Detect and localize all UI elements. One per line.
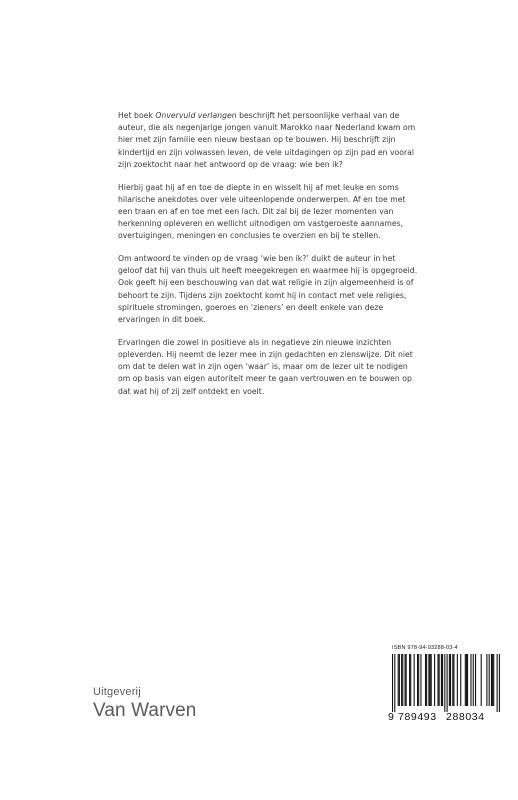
barcode-bar (481, 654, 482, 706)
blurb-paragraph-2: Hierbij gaat hij af en toe de diepte in en wisselt hij af met leuke en soms hilarische anekdotes over vele uiteenlopende onderwerpen. Af en toe met een traan en af en toe met een lach. Dit zal bij de lezer momenten van herkenning opleveren en wellicht uitnodigen om vastgeroeste aannames, overtuigingen, meningen en conclusies te overzien en bij te stellen. (118, 182, 406, 241)
barcode-bar (460, 654, 461, 706)
barcode-digits-left: 789493 (398, 711, 437, 723)
barcode-digit-first: 9 (388, 711, 395, 723)
blurb-p1-text: beschrijft het persoonlijke verhaal van de auteur, die als negenjarige jongen vanuit Marokko naar Nederland kwam om hier met zijn familie een nieuw bestaan op te bouwen. Hij beschrijft zijn kindertijd en zijn volwassen leven, de vele uitdagingen op zijn pad en vooral zijn zoektocht naar het antwoord op de vraag: wie ben ik? (118, 111, 416, 169)
barcode-digits-right: 288034 (446, 711, 485, 723)
barcode-bar (431, 654, 432, 706)
barcode-bar (470, 654, 471, 706)
publisher-name: Van Warven (93, 700, 197, 721)
barcode-bar (499, 654, 500, 712)
barcode-bar (442, 654, 443, 706)
barcode-bar (430, 654, 431, 706)
publisher-label: Uitgeverij (93, 686, 141, 698)
barcode-bar (409, 654, 410, 706)
barcode-bar (444, 654, 445, 712)
barcode-bars (390, 654, 502, 712)
barcode-bar (449, 654, 450, 706)
barcode-bar (475, 654, 476, 706)
barcode-bar (414, 654, 415, 706)
barcode-bar (410, 654, 411, 706)
barcode-bar (473, 654, 474, 706)
barcode-bar (434, 654, 435, 706)
barcode-bar (465, 654, 466, 706)
barcode-bar (402, 654, 403, 706)
barcode-bar (450, 654, 451, 706)
barcode-bar (394, 654, 395, 712)
isbn-label: ISBN 978-94-93288-03-4 (392, 645, 458, 651)
barcode-bar (486, 654, 487, 706)
barcode-bar (466, 654, 467, 706)
barcode-digits (390, 711, 502, 723)
back-cover-blurb (118, 110, 418, 408)
barcode-bar (497, 654, 498, 712)
barcode-bar (405, 654, 406, 706)
barcode-bar (441, 654, 442, 706)
barcode-bar (437, 654, 438, 706)
barcode-bar (467, 654, 468, 706)
barcode-bar (492, 654, 493, 706)
barcode-bar (453, 654, 454, 706)
barcode-bar (420, 654, 421, 706)
barcode-bar (428, 654, 429, 706)
barcode-bar (401, 654, 402, 706)
blurb-paragraph-1 (118, 110, 418, 171)
barcode-bar (489, 654, 490, 706)
barcode-bar (398, 654, 399, 706)
barcode-bar (425, 654, 426, 706)
barcode-bar (493, 654, 494, 706)
blurb-paragraph-4: Ervaringen die zowel in positieve als in negatieve zin nieuwe inzichten opleverden. Hij neemt de lezer mee in zijn gedachten en zienswijze. Dit niet om dat te delen wat in zijn ogen ‘waar’ is, maar om de lezer uit te nodigen om op basis van eigen autoriteit meer te gaan vertrouwen en te bouwen op dat wat hij of zij zelf ontdekt en voelt. (118, 337, 413, 396)
barcode-bar (457, 654, 458, 706)
barcode-bar (406, 654, 407, 706)
barcode-bar (452, 654, 453, 706)
blurb-paragraph-3: Om antwoord te vinden op de vraag ‘wie ben ik?’ duikt de auteur in het geloof dat hij van thuis uit heeft meegekregen en waarmee hij is opgegroeid. Ook geeft hij een beschouwing van dat wat religie in zijn algemeenheid is of behoort te zijn. Tijdens zijn zoektocht komt hij in contact met vele religies, spirituele stromingen, goeroes en ‘zieners’ en deelt enkele van deze ervaringen in dit boek. (118, 254, 418, 325)
barcode-bar (392, 654, 393, 712)
barcode-bar (491, 654, 492, 706)
barcode-bar (417, 654, 418, 706)
barcode-bar (439, 654, 440, 706)
barcode-bar (426, 654, 427, 706)
publisher-logo (93, 686, 196, 722)
isbn-barcode (390, 645, 502, 725)
blurb-p1-intro: Het boek (118, 111, 156, 120)
barcode-bar (447, 654, 448, 712)
barcode-bar (399, 654, 400, 706)
barcode-bar (418, 654, 419, 706)
book-title-italic: Onvervuld verlangen (155, 111, 237, 120)
